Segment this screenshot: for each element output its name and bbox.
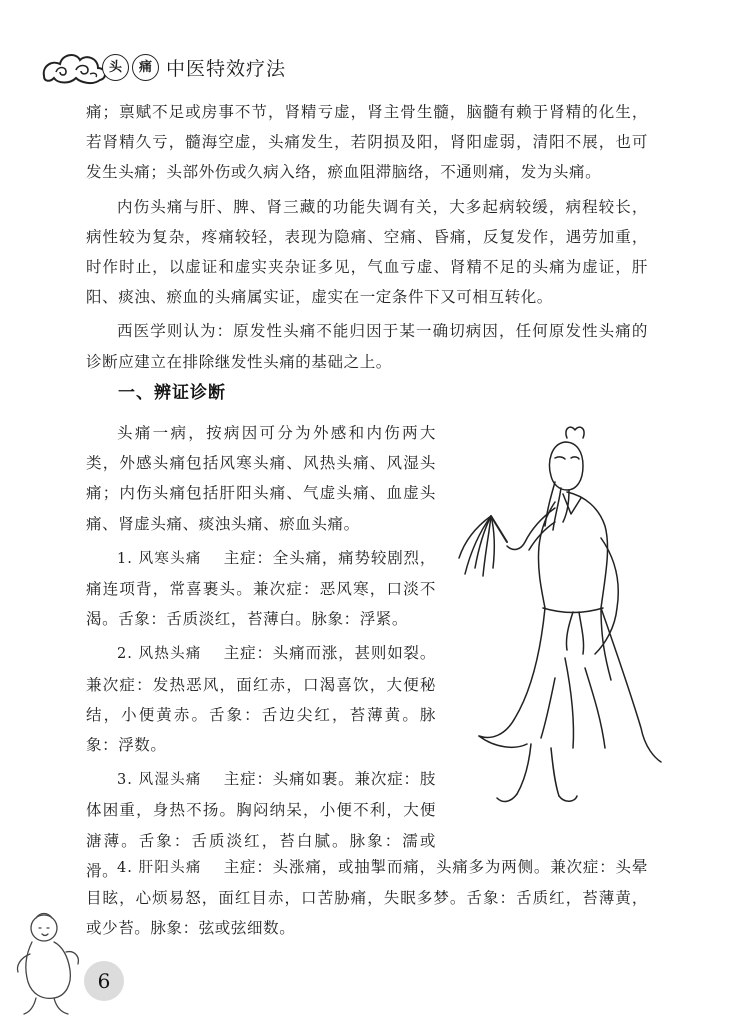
diagnosis-text-narrow <box>86 418 436 886</box>
section-overview: 头痛一病，按病因可分为外感和内伤两大类，外感头痛包括风寒头痛、风热头痛、风湿头痛；内伤头痛包括肝阳头痛、气虚头痛、血虚头痛、肾虚头痛、痰浊头痛、瘀血头痛。 <box>86 424 436 533</box>
intro-paragraph-1: 痛；禀赋不足或房事不节，肾精亏虚，肾主骨生髓，脑髓有赖于肾精的化生，若肾精久亏，髓海空虚，头痛发生，若阴损及阳，肾阳虚弱，清阳不展，也可发生头痛；头部外伤或久病入络，瘀血阻滞脑络，不通则痛，发为头痛。 <box>86 103 648 182</box>
intro-paragraph-3: 西医学则认为：原发性头痛不能归因于某一确切病因，任何原发性头痛的诊断应建立在排除继发性头痛的基础之上。 <box>86 322 648 371</box>
cloud-ornament-icon <box>40 42 110 92</box>
header-seal-1: 头 <box>102 54 129 81</box>
section-heading: 一、辨证诊断 <box>118 383 226 403</box>
item-2 <box>86 638 436 760</box>
intro-paragraph-2: 内伤头痛与肝、脾、肾三藏的功能失调有关，大多起病较缓，病程较长，病性较为复杂，疼痛较轻，表现为隐痛、空痛、昏痛，反复发作，遇劳加重，时作时止，以虚证和虚实夹杂证多见，气血亏虚、肾精不足的头痛为虚证，肝阳、痰浊、瘀血的头痛属实证，虚实在一定条件下又可相互转化。 <box>86 197 648 307</box>
item-4-label: 4. 肝阳头痛 <box>117 860 202 876</box>
page-number: 6 <box>84 961 124 1001</box>
header-seal-2: 痛 <box>132 54 159 81</box>
item-2-label: 2. 风热头痛 <box>117 646 202 663</box>
header-title: 中医特效疗法 <box>166 58 287 80</box>
item-1-text: 主症：全头痛，痛势较剧烈，痛连项背，常喜裹头。兼次症：恶风寒，口淡不渴。舌象：舌质淡红，苔薄白。脉象：浮紧。 <box>86 548 436 629</box>
item-4 <box>86 852 648 944</box>
item-1-label: 1. 风寒头痛 <box>117 550 202 567</box>
item-3-label: 3. 风湿头痛 <box>117 772 202 789</box>
item-1 <box>86 543 436 635</box>
running-header <box>40 42 440 92</box>
intro-text <box>86 97 648 377</box>
item-4-text: 主症：头涨痛，或抽掣而痛，头痛多为两侧。兼次症：头晕目眩，心烦易怒，面红目赤，口苦胁痛，失眠多梦。舌象：舌质红，苔薄黄，或少苔。脉象：弦或弦细数。 <box>86 858 648 938</box>
item-2-text: 主症：头痛而涨，甚则如裂。兼次症：发热恶风，面红赤，口渴喜饮，大便秘结，小便黄赤。舌象：舌边尖红，苔薄黄。脉象：浮数。 <box>86 644 436 755</box>
child-illustration <box>14 906 84 1016</box>
diagnosis-text-full <box>86 852 648 944</box>
sage-illustration <box>455 418 665 818</box>
item-3-text: 主症：头痛如裹。兼次症：肢体困重，身热不扬。胸闷纳呆，小便不利，大便溏薄。舌象：舌质淡红，苔白腻。脉象：濡或滑。 <box>86 770 436 880</box>
